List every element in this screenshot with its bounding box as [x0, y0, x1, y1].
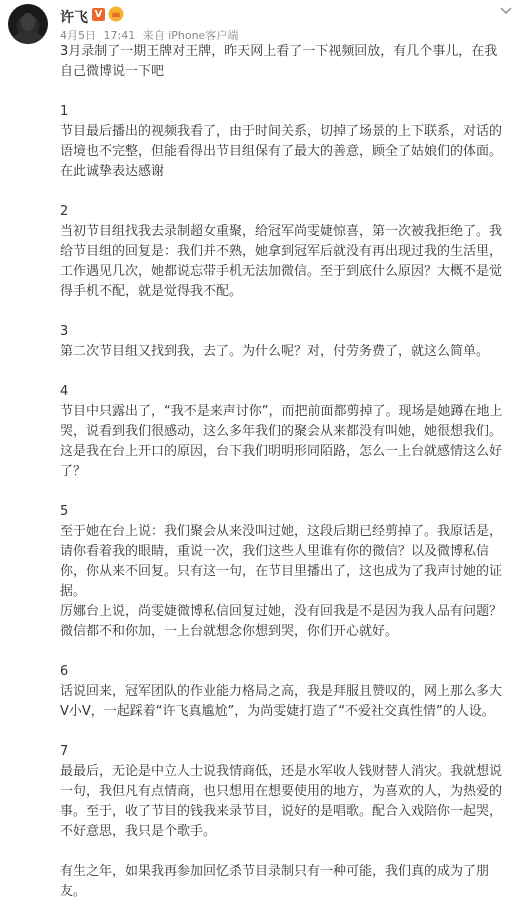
section-number: 3	[60, 324, 69, 339]
post-closing: 有生之年，如果我再参加回忆杀节目录制只有一种可能，我们真的成为了朋友。	[60, 864, 490, 899]
post-time[interactable]: 17:41	[103, 29, 136, 42]
post-source: 来自 iPhone客户端	[142, 29, 239, 42]
section-number: 2	[60, 204, 69, 219]
section-2	[60, 202, 510, 302]
section-number: 1	[60, 104, 69, 119]
section-text: 至于她在台上说：我们聚会从来没叫过她，这段后期已经剪掉了。我原话是，请你看着我的眼睛，重说一次，我们这些人里谁有你的微信？以及微博私信你，你从来不回复。只有这一句，在节目里播出了，这也成为了我声讨她的证据。 厉娜台上说，尚雯婕微博私信回复过她，没有回我是不是因为我人品有问题？微信都不和你加，一上台就想念你想到哭，你们开心就好。	[60, 524, 503, 639]
section-text: 当初节目组找我去录制超女重聚，给冠军尚雯婕惊喜，第一次被我拒绝了。我给节目组的回复是：我们并不熟，她拿到冠军后就没有再出现过我的生活里，工作遇见几次，她都说忘带手机无法加微信。至于到底什么原因？大概不是觉得手机不配，就是觉得我不配。	[60, 224, 503, 299]
section-number: 5	[60, 504, 69, 519]
post-date[interactable]: 4月5日	[60, 29, 96, 42]
section-text: 节目中只露出了，“我不是来声讨你”，而把前面都剪掉了。现场是她蹲在地上哭，说看到我们很感动，这么多年我们的聚会从来都没有叫她，她很想我们。这是我在台上开口的原因，台下我们明明形同陌路，怎么一上台就感情这么好了？	[60, 404, 503, 479]
section-text: 节目最后播出的视频我看了，由于时间关系，切掉了场景的上下联系，对话的语境也不完整，但能看得出节目组保有了最大的善意，顾全了姑娘们的体面。在此诚挚表达感谢	[60, 124, 503, 179]
avatar-face	[21, 13, 35, 31]
section-1	[60, 102, 510, 182]
avatar-shoulders	[13, 31, 43, 44]
section-number: 7	[60, 744, 69, 759]
section-7	[60, 742, 510, 842]
post-meta	[60, 27, 242, 43]
section-text: 最最后，无论是中立人士说我情商低，还是水军收人钱财替人消灾。我就想说一句，我但凡有点情商，也只想用在想要使用的地方，为喜欢的人，为热爱的事。至于，收了节目的钱我来录节目，说好的是唱歌。配合入戏陪你一起哭，不好意思，我只是个歌手。	[60, 764, 503, 839]
post-intro: 3月录制了一期王牌对王牌，昨天网上看了一下视频回放，有几个事儿，在我自己微博说一下吧	[60, 44, 498, 79]
section-4	[60, 382, 510, 482]
section-text: 话说回来，冠军团队的作业能力格局之高，我是拜服且赞叹的，网上那么多大V小V，一起踩着“许飞真尴尬”，为尚雯婕打造了“不爱社交真性情”的人设。	[60, 684, 503, 719]
section-3	[60, 322, 510, 362]
user-name[interactable]: 许飞	[60, 10, 88, 26]
crown-icon	[108, 6, 124, 22]
section-5	[60, 502, 510, 642]
section-text: 第二次节目组又找到我，去了。为什么呢？对，付劳务费了，就这么简单。	[60, 344, 490, 359]
section-6	[60, 662, 510, 722]
section-number: 4	[60, 384, 69, 399]
chevron-down-icon[interactable]	[500, 6, 512, 16]
post-body	[60, 42, 510, 902]
avatar[interactable]	[8, 4, 48, 44]
verified-badge-icon: V	[92, 8, 105, 21]
section-number: 6	[60, 664, 69, 679]
